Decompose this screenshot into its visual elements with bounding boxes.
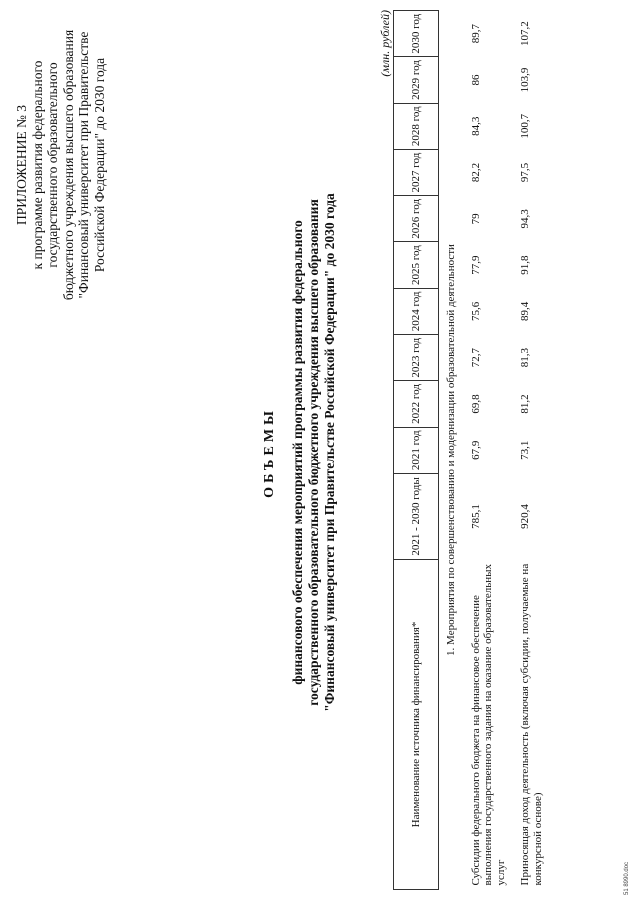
row-value: 84,3 xyxy=(469,116,482,136)
row-value: 72,7 xyxy=(469,348,482,368)
row-value: 107,2 xyxy=(519,21,531,47)
file-footer: 51 8990.doc xyxy=(624,861,630,895)
section-title: 1. Мероприятия по совершенствованию и модернизации образовательной деятельности xyxy=(439,11,464,890)
subtitle-line: "Финансовый университет при Правительстве Российской Федерации" до 2030 года xyxy=(322,193,337,712)
appendix-line: Российской Федерации" до 2030 года xyxy=(91,57,107,273)
row-value: 81,2 xyxy=(519,394,531,414)
row-value: 73,1 xyxy=(519,440,531,460)
row-value: 77,9 xyxy=(469,255,482,275)
unit-label: (млн. рублей) xyxy=(378,10,392,77)
row-value: 103,9 xyxy=(519,67,531,93)
table-header-row xyxy=(394,11,439,890)
header-year: 2026 год xyxy=(394,196,439,242)
row-value: 100,7 xyxy=(519,113,531,139)
section-row xyxy=(439,11,464,890)
row-total: 785,1 xyxy=(469,504,482,529)
header-year: 2030 год xyxy=(394,11,439,57)
row-value: 86 xyxy=(469,74,482,86)
row-value: 94,3 xyxy=(519,209,531,229)
document-subtitle xyxy=(290,80,338,825)
row-value: 69,8 xyxy=(469,394,482,414)
table-row xyxy=(464,11,514,890)
row-total: 920,4 xyxy=(519,504,531,529)
row-value: 67,9 xyxy=(469,440,482,460)
header-year: 2027 год xyxy=(394,149,439,195)
row-source-name: Субсидии федерального бюджета на финансовое обеспечение выполнения государственного задания на оказание образовательных услуг xyxy=(469,563,507,886)
header-total: 2021 - 2030 годы xyxy=(394,473,439,559)
row-value: 75,6 xyxy=(469,301,482,322)
header-year: 2022 год xyxy=(394,381,439,427)
header-year: 2021 год xyxy=(394,427,439,473)
row-value: 89,4 xyxy=(519,301,531,322)
header-year: 2029 год xyxy=(394,57,439,103)
row-source-name: Приносящая доход деятельность (включая субсидии, получаемые на конкурсной основе) xyxy=(519,563,544,886)
row-value: 97,5 xyxy=(519,162,531,183)
funding-table xyxy=(393,10,550,890)
header-year: 2028 год xyxy=(394,103,439,149)
row-value: 89,7 xyxy=(469,24,482,44)
row-value: 82,2 xyxy=(469,162,482,183)
row-value: 81,3 xyxy=(519,348,531,368)
appendix-line: к программе развития федерального xyxy=(29,60,45,270)
subtitle-line: финансового обеспечения мероприятий программы развития федерального xyxy=(290,220,305,685)
header-source-name: Наименование источника финансирования* xyxy=(394,560,439,890)
header-year: 2025 год xyxy=(394,242,439,288)
table-row xyxy=(513,11,550,890)
document-title: ОБЪЕМЫ xyxy=(262,407,277,498)
appendix-line: государственного образовательного xyxy=(45,62,60,268)
appendix-line: ПРИЛОЖЕНИЕ № 3 xyxy=(14,104,29,226)
row-value: 91,8 xyxy=(519,255,531,275)
row-value: 79 xyxy=(469,213,482,225)
header-year: 2024 год xyxy=(394,288,439,334)
appendix-line: "Финансовый университет при Правительстве xyxy=(76,31,91,299)
appendix-line: бюджетного учреждения высшего образования xyxy=(60,29,76,301)
appendix-header xyxy=(14,15,107,315)
subtitle-line: государственного образовательного бюджетного учреждения высшего образования xyxy=(306,199,321,706)
header-year: 2023 год xyxy=(394,335,439,381)
